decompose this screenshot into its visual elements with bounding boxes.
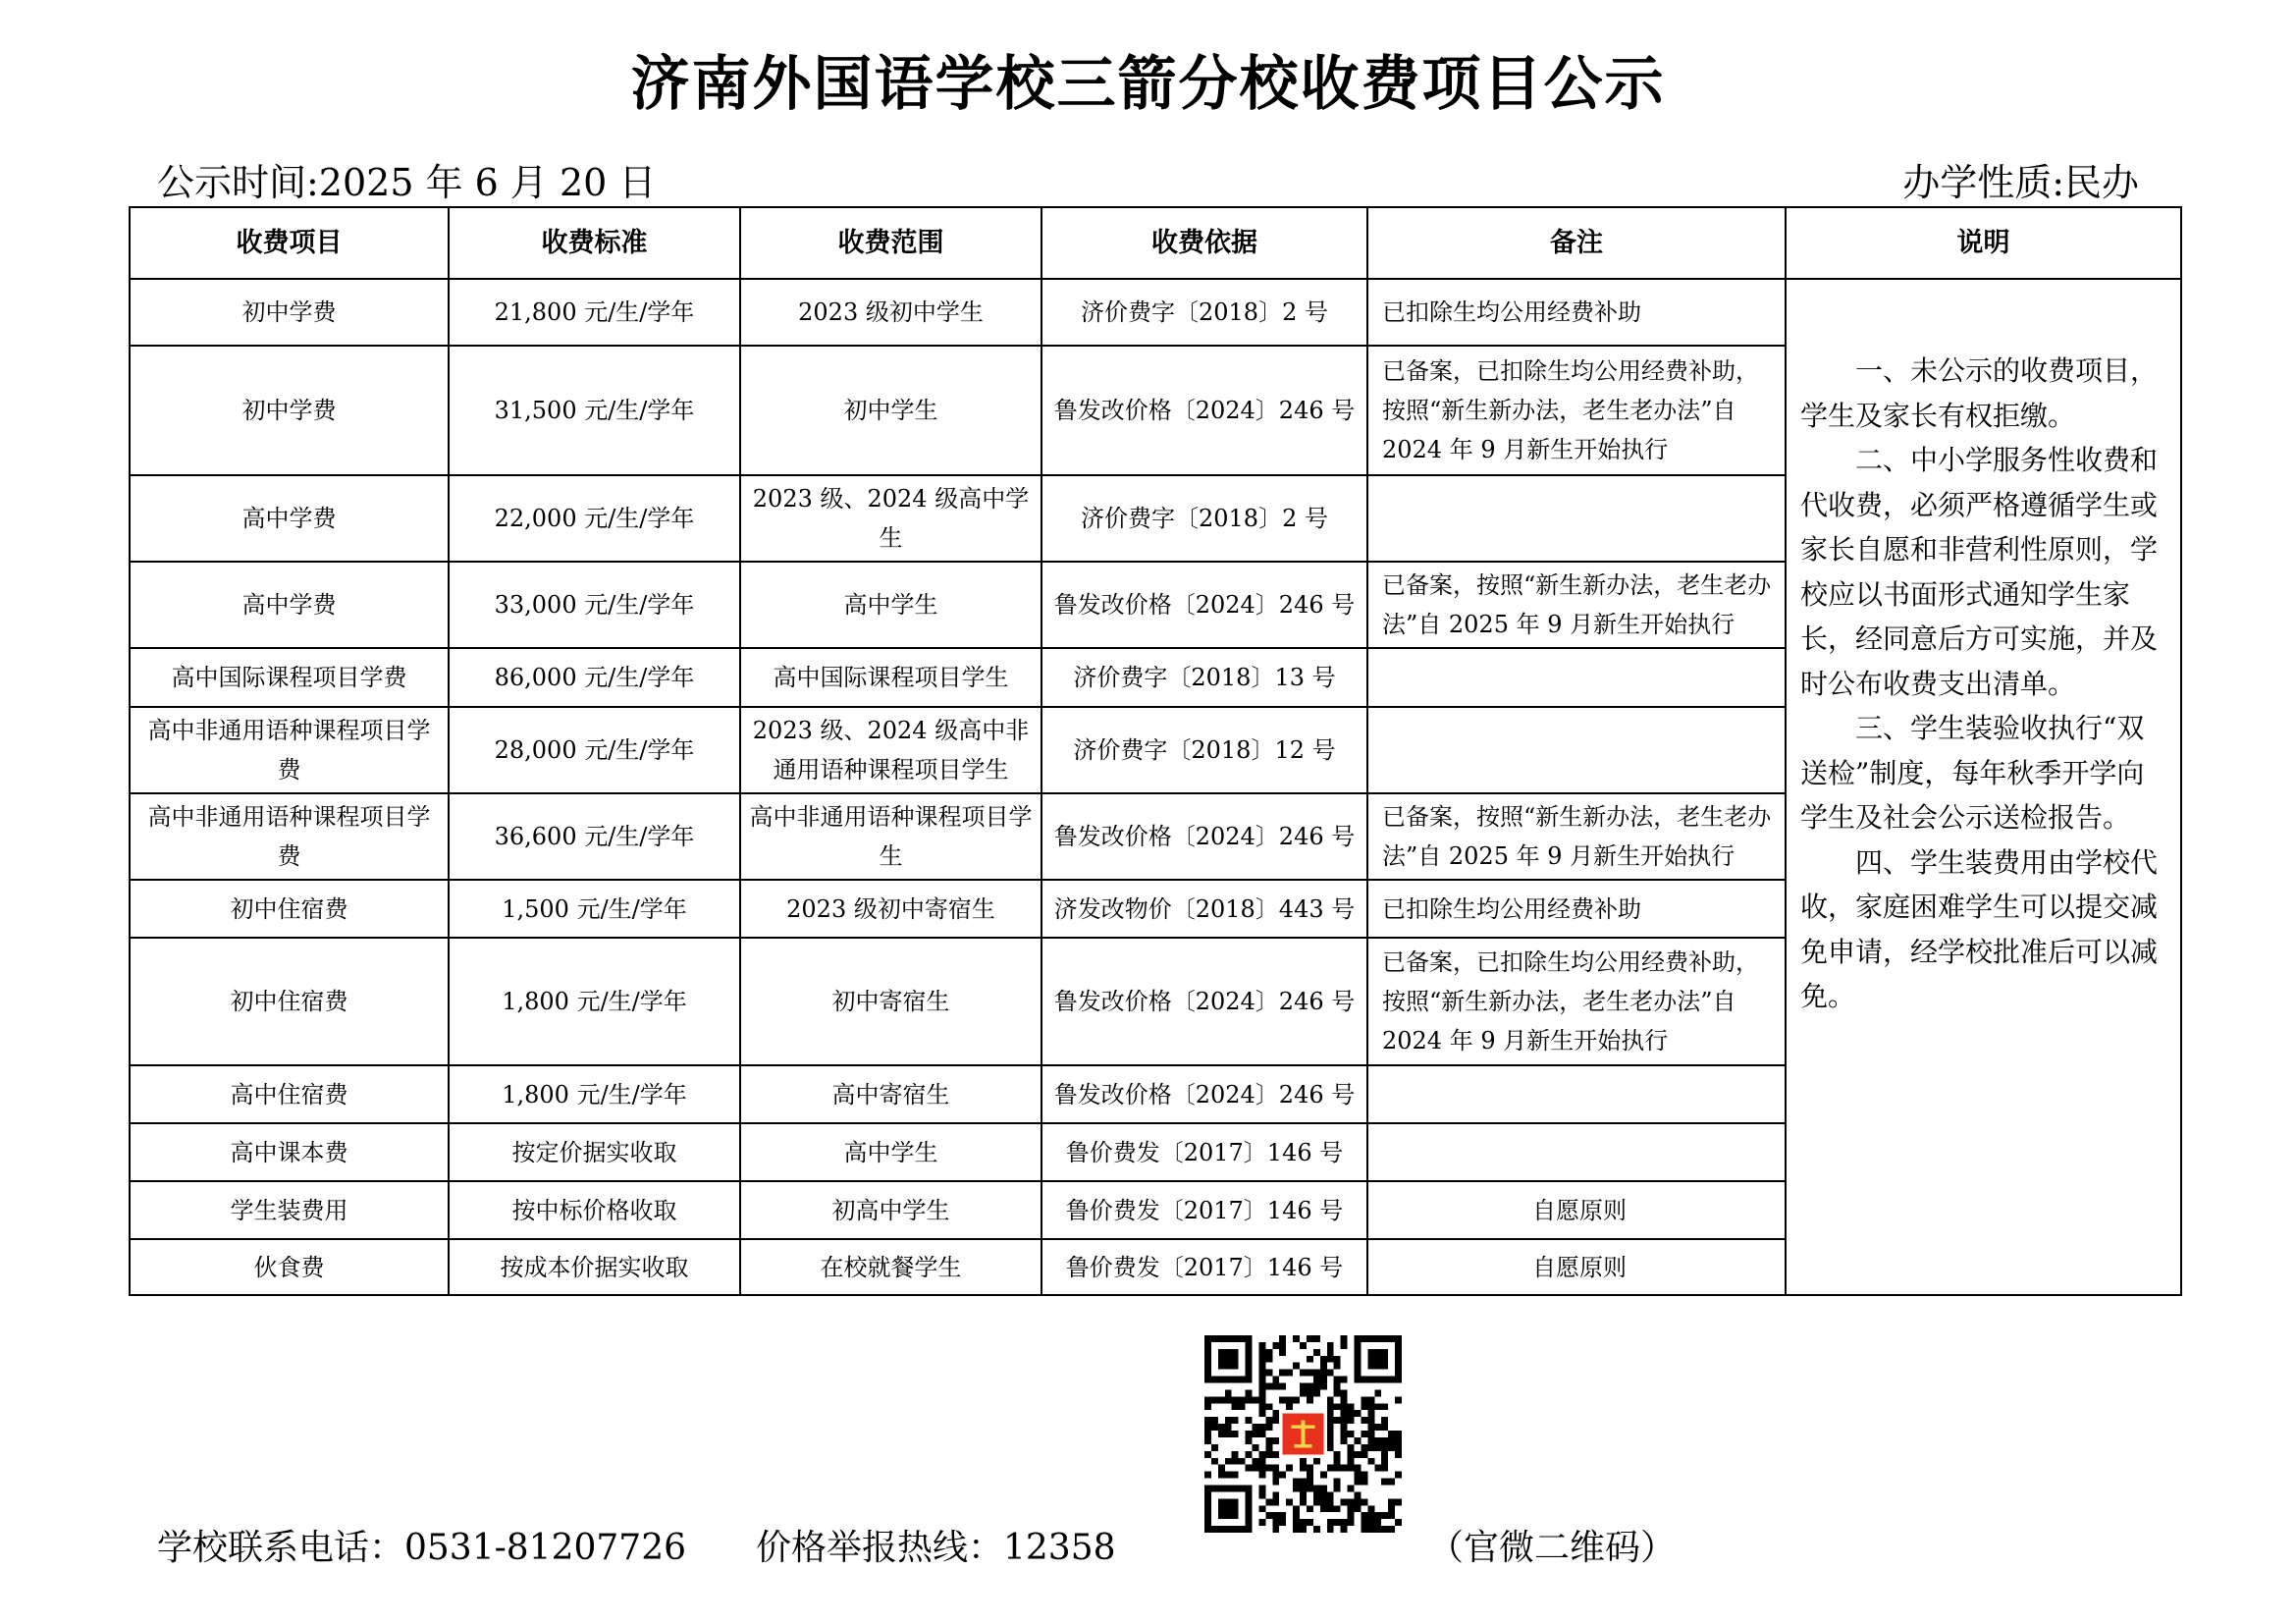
cell-note: 已备案，按照“新生新办法，老生老办法”自 2025 年 9 月新生开始执行 (1367, 793, 1786, 880)
cell-basis: 济发改物价〔2018〕443 号 (1041, 880, 1367, 938)
cell-note (1367, 1065, 1786, 1123)
price-report-hotline: 价格举报热线：12358 (756, 1528, 1116, 1568)
cell-item: 高中非通用语种课程项目学费 (130, 707, 449, 793)
table-row (130, 279, 2181, 346)
table-header-row (130, 207, 2181, 279)
cell-note: 已备案，已扣除生均公用经费补助，按照“新生新办法，老生老办法”自2024 年 9 月新生开始执行 (1367, 938, 1786, 1065)
cell-standard: 1,500 元/生/学年 (449, 880, 740, 938)
cell-scope: 初中寄宿生 (740, 938, 1041, 1065)
explanation-item: 一、未公示的收费项目，学生及家长有权拒缴。 (1800, 354, 2159, 432)
header-basis: 收费依据 (1041, 207, 1367, 279)
cell-standard: 21,800 元/生/学年 (449, 279, 740, 346)
cell-item: 高中学费 (130, 475, 449, 562)
cell-basis: 济价费字〔2018〕2 号 (1041, 279, 1367, 346)
qr-caption: （官微二维码） (1428, 1528, 1677, 1568)
cell-item: 高中住宿费 (130, 1065, 449, 1123)
school-contact-phone: 学校联系电话：0531-81207726 (157, 1528, 687, 1568)
cell-scope: 初高中学生 (740, 1181, 1041, 1239)
cell-standard: 31,500 元/生/学年 (449, 346, 740, 475)
cell-standard: 28,000 元/生/学年 (449, 707, 740, 793)
cell-scope: 高中学生 (740, 1123, 1041, 1181)
cell-note (1367, 475, 1786, 562)
cell-scope: 初中学生 (740, 346, 1041, 475)
cell-item: 学生装费用 (130, 1181, 449, 1239)
fee-table (129, 206, 2182, 1296)
cell-scope: 高中学生 (740, 562, 1041, 648)
cell-item: 高中课本费 (130, 1123, 449, 1181)
page-title: 济南外国语学校三箭分校收费项目公示 (630, 50, 1666, 119)
school-nature: 办学性质:民办 (1902, 161, 2139, 204)
cell-standard: 1,800 元/生/学年 (449, 938, 740, 1065)
cell-item: 初中学费 (130, 346, 449, 475)
cell-note: 已扣除生均公用经费补助 (1367, 880, 1786, 938)
cell-note (1367, 648, 1786, 707)
cell-basis: 鲁发改价格〔2024〕246 号 (1041, 562, 1367, 648)
cell-basis: 济价费字〔2018〕12 号 (1041, 707, 1367, 793)
cell-scope: 2023 级初中学生 (740, 279, 1041, 346)
cell-basis: 鲁价费发〔2017〕146 号 (1041, 1123, 1367, 1181)
cell-scope: 高中寄宿生 (740, 1065, 1041, 1123)
cell-scope: 2023 级、2024 级高中学生 (740, 475, 1041, 562)
qr-code (1204, 1335, 1402, 1533)
cell-item: 初中学费 (130, 279, 449, 346)
cell-basis: 济价费字〔2018〕2 号 (1041, 475, 1367, 562)
explanation-cell (1786, 279, 2181, 1295)
cell-note: 已备案，按照“新生新办法，老生老办法”自 2025 年 9 月新生开始执行 (1367, 562, 1786, 648)
cell-item: 高中非通用语种课程项目学费 (130, 793, 449, 880)
cell-standard: 22,000 元/生/学年 (449, 475, 740, 562)
cell-standard: 按中标价格收取 (449, 1181, 740, 1239)
header-explanation: 说明 (1786, 207, 2181, 279)
cell-note: 自愿原则 (1367, 1181, 1786, 1239)
explanation-item: 三、学生装验收执行“双送检”制度，每年秋季开学向学生及社会公示送检报告。 (1800, 712, 2145, 834)
header-note: 备注 (1367, 207, 1786, 279)
cell-scope: 在校就餐学生 (740, 1239, 1041, 1295)
cell-item: 伙食费 (130, 1239, 449, 1295)
cell-note (1367, 1123, 1786, 1181)
cell-note: 自愿原则 (1367, 1239, 1786, 1295)
cell-basis: 鲁发改价格〔2024〕246 号 (1041, 938, 1367, 1065)
cell-standard: 33,000 元/生/学年 (449, 562, 740, 648)
cell-note (1367, 707, 1786, 793)
cell-standard: 36,600 元/生/学年 (449, 793, 740, 880)
cell-item: 高中国际课程项目学费 (130, 648, 449, 707)
cell-basis: 济价费字〔2018〕13 号 (1041, 648, 1367, 707)
cell-note: 已备案，已扣除生均公用经费补助，按照“新生新办法，老生老办法”自2024 年 9 月新生开始执行 (1367, 346, 1786, 475)
cell-item: 初中住宿费 (130, 938, 449, 1065)
cell-item: 高中学费 (130, 562, 449, 648)
header-standard: 收费标准 (449, 207, 740, 279)
header-item: 收费项目 (130, 207, 449, 279)
cell-note: 已扣除生均公用经费补助 (1367, 279, 1786, 346)
cell-basis: 鲁发改价格〔2024〕246 号 (1041, 793, 1367, 880)
cell-scope: 2023 级初中寄宿生 (740, 880, 1041, 938)
explanation-item: 四、学生装费用由学校代收，家庭困难学生可以提交减免申请，经学校批准后可以减免。 (1800, 845, 2159, 1012)
cell-standard: 按成本价据实收取 (449, 1239, 740, 1295)
cell-scope: 高中国际课程项目学生 (740, 648, 1041, 707)
cell-scope: 高中非通用语种课程项目学生 (740, 793, 1041, 880)
cell-basis: 鲁发改价格〔2024〕246 号 (1041, 1065, 1367, 1123)
cell-item: 初中住宿费 (130, 880, 449, 938)
cell-basis: 鲁价费发〔2017〕146 号 (1041, 1181, 1367, 1239)
cell-basis: 鲁发改价格〔2024〕246 号 (1041, 346, 1367, 475)
cell-basis: 鲁价费发〔2017〕146 号 (1041, 1239, 1367, 1295)
cell-standard: 按定价据实收取 (449, 1123, 740, 1181)
cell-scope: 2023 级、2024 级高中非通用语种课程项目学生 (740, 707, 1041, 793)
cell-standard: 1,800 元/生/学年 (449, 1065, 740, 1123)
cell-standard: 86,000 元/生/学年 (449, 648, 740, 707)
header-scope: 收费范围 (740, 207, 1041, 279)
publish-date: 公示时间:2025 年 6 月 20 日 (157, 161, 657, 204)
explanation-item: 二、中小学服务性收费和代收费，必须严格遵循学生或家长自愿和非营利性原则，学校应以书面形式通知学生家长，经同意后方可实施，并及时公布收费支出清单。 (1800, 444, 2159, 700)
